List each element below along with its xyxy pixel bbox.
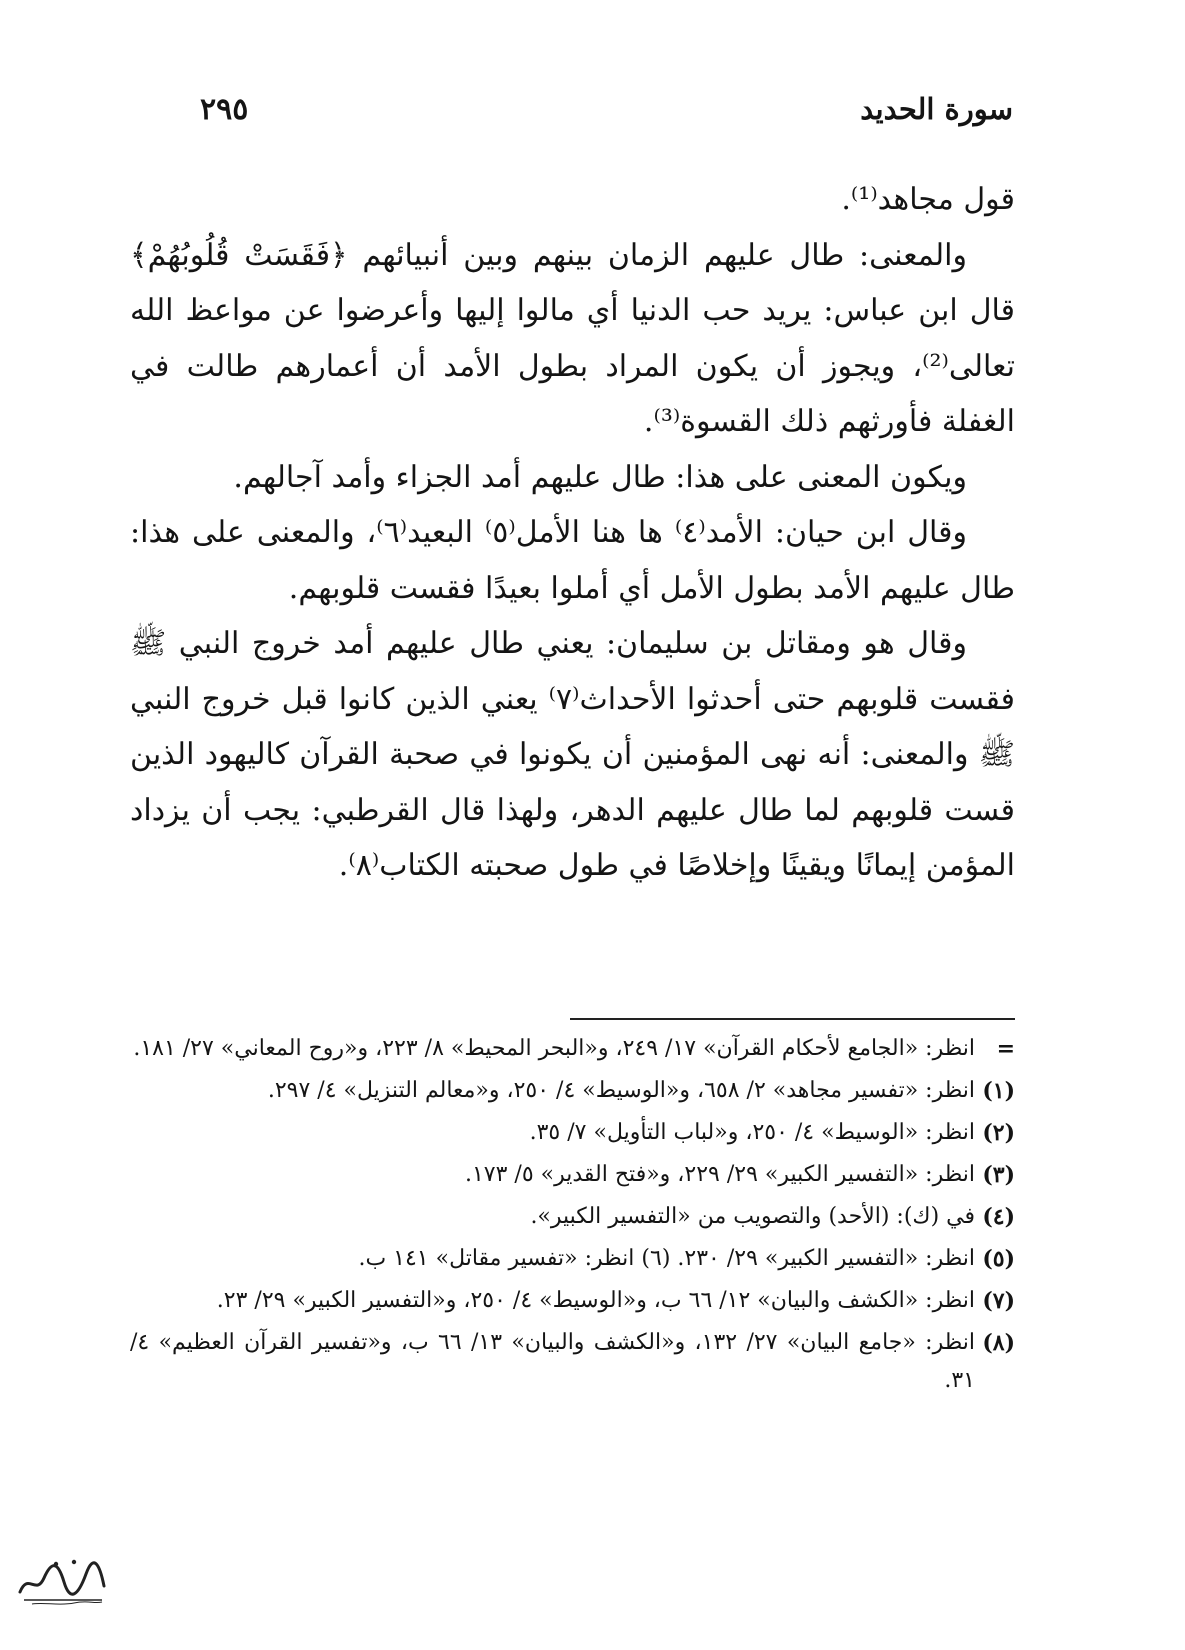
main-text bbox=[130, 172, 1015, 894]
footnote-text: انظر: «الجامع لأحكام القرآن» ١٧/ ٢٤٩، و«البحر المحيط» ٨/ ٢٢٣، و«روح المعاني» ٢٧/ ١٨١. bbox=[133, 1036, 975, 1061]
footnote-text: انظر: «الوسيط» ٤/ ٢٥٠، و«لباب التأويل» ٧/ ٣٥. bbox=[529, 1120, 975, 1145]
footnote bbox=[130, 1324, 1015, 1400]
footnote-number: (٧) bbox=[982, 1288, 1015, 1314]
footnote-text: في (ك): (الأحد) والتصويب من «التفسير الكبير». bbox=[530, 1204, 975, 1229]
footnote-text: انظر: «الكشف والبيان» ١٢/ ٦٦ ب، و«الوسيط» ٤/ ٢٥٠، و«التفسير الكبير» ٢٩/ ٢٣. bbox=[216, 1288, 975, 1313]
paragraph-1: قول مجاهد⁽¹⁾. bbox=[841, 182, 1015, 217]
footnote bbox=[130, 1240, 1015, 1278]
footnote bbox=[130, 1114, 1015, 1152]
footnotes-section bbox=[130, 1030, 1015, 1404]
footnote-number: (٢) bbox=[982, 1120, 1015, 1146]
paragraph-4: وقال ابن حيان: الأمد⁽٤⁾ ها هنا الأمل⁽٥⁾ البعيد⁽٦⁾، والمعنى على هذا: طال عليهم الأمد بطول الأمل أي أملوا بعيدًا فقست قلوبهم. bbox=[130, 515, 1015, 606]
paragraph-2: والمعنى: طال عليهم الزمان بينهم وبين أنبيائهم ﴿فَقَسَتْ قُلُوبُهُمْ﴾ قال ابن عباس: يريد حب الدنيا أي مالوا إليها وأعرضوا عن مواعظ الله تعالى⁽²⁾، ويجوز أن يكون المراد بطول الأمد أن أعمارهم طالت في الغفلة فأورثهم ذلك القسوة⁽³⁾. bbox=[130, 237, 1015, 439]
footnote-number: (٣) bbox=[982, 1162, 1015, 1188]
footnote bbox=[130, 1030, 1015, 1068]
running-header bbox=[180, 92, 1013, 132]
paragraph-5: وقال هو ومقاتل بن سليمان: يعني طال عليهم أمد خروج النبي ﷺ فقست قلوبهم حتى أحدثوا الأحداث⁽٧⁾ يعني الذين كانوا قبل خروج النبي ﷺ والمعنى: أنه نهى المؤمنين أن يكونوا في صحبة القرآن كاليهود الذين قست قلوبهم لما طال عليهم الدهر، ولهذا قال القرطبي: يجب أن يزداد المؤمن إيمانًا ويقينًا وإخلاصًا في طول صحبته الكتاب⁽٨⁾. bbox=[130, 626, 1015, 883]
footnote bbox=[130, 1282, 1015, 1320]
paragraph-3: ويكون المعنى على هذا: طال عليهم أمد الجزاء وأمد آجالهم. bbox=[233, 459, 967, 495]
publisher-logo bbox=[14, 1552, 110, 1608]
footnote-number: (٤) bbox=[982, 1204, 1015, 1230]
footnote bbox=[130, 1072, 1015, 1110]
footnote-text: انظر: «التفسير الكبير» ٢٩/ ٢٣٠. (٦) انظر: «تفسير مقاتل» ١٤١ ب. bbox=[358, 1246, 975, 1271]
footnote-number: (٨) bbox=[982, 1330, 1015, 1356]
footnote-number: (١) bbox=[982, 1078, 1015, 1104]
footnote-separator bbox=[570, 1018, 1015, 1020]
footnote bbox=[130, 1156, 1015, 1194]
footnote-text: انظر: «تفسير مجاهد» ٢/ ٦٥٨، و«الوسيط» ٤/ ٢٥٠، و«معالم التنزيل» ٤/ ٢٩٧. bbox=[267, 1078, 975, 1103]
surah-title: سورة الحديد bbox=[860, 92, 1013, 126]
footnote-number: (٥) bbox=[982, 1246, 1015, 1272]
page-number: ٢٩٥ bbox=[200, 92, 249, 127]
footnote bbox=[130, 1198, 1015, 1236]
footnote-number: = bbox=[996, 1036, 1015, 1062]
footnote-text: انظر: «التفسير الكبير» ٢٩/ ٢٢٩، و«فتح القدير» ٥/ ١٧٣. bbox=[464, 1162, 975, 1187]
footnote-text: انظر: «جامع البيان» ٢٧/ ١٣٢، و«الكشف والبيان» ١٣/ ٦٦ ب، و«تفسير القرآن العظيم» ٤/ ٣١. bbox=[130, 1330, 975, 1393]
